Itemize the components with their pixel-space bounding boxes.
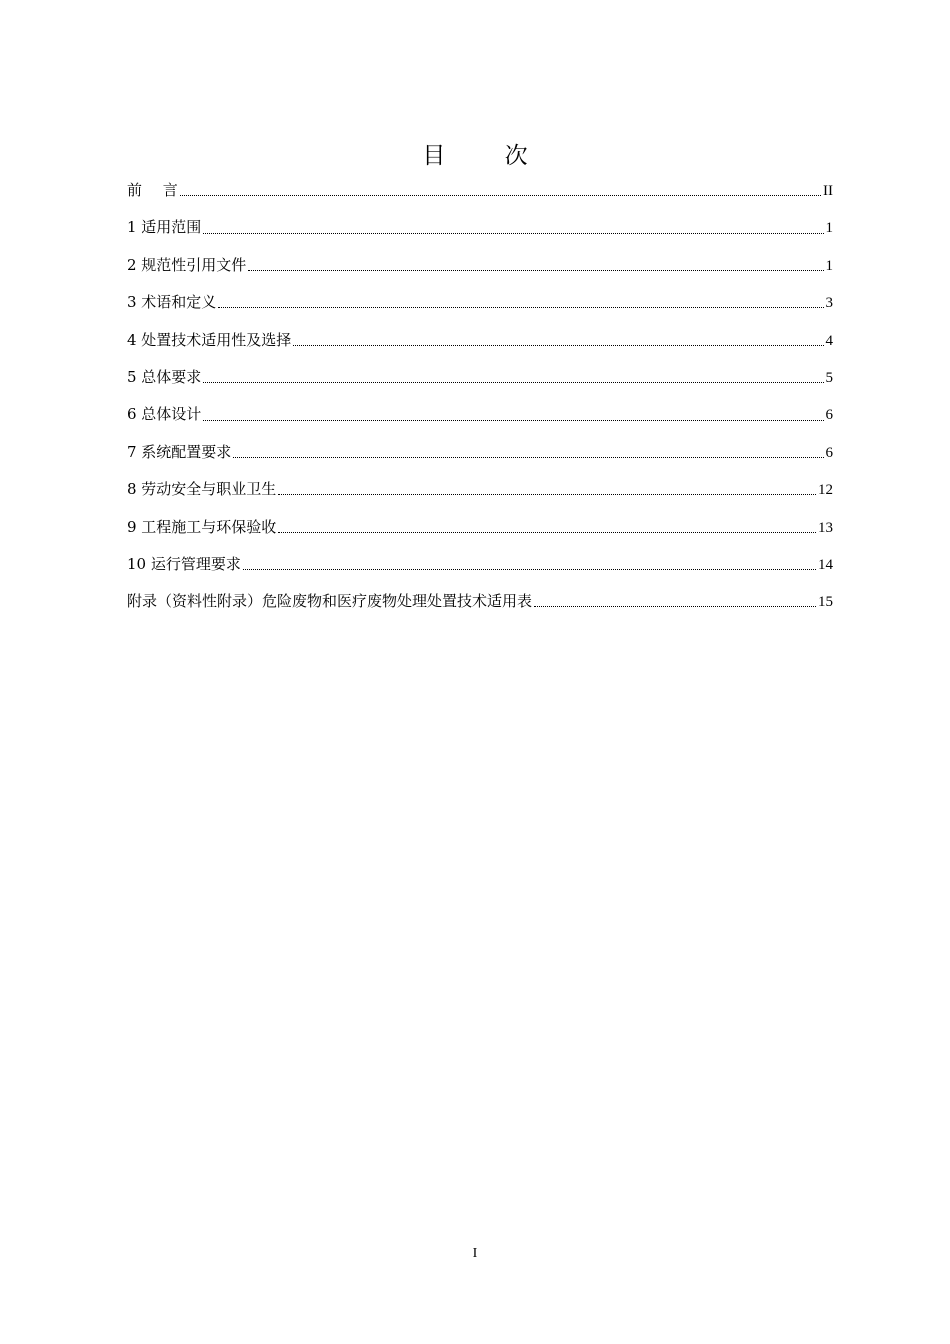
toc-dot-leader	[293, 345, 823, 346]
toc-entry-9[interactable]	[127, 509, 833, 546]
toc-entry-page: 5	[825, 369, 833, 386]
toc-entry-2[interactable]	[127, 247, 833, 284]
page-title: 目 次	[422, 143, 554, 169]
toc-entry-label: 前 言	[127, 181, 178, 199]
toc-entry-label: 3 术语和定义	[127, 293, 217, 312]
toc-dot-leader	[233, 457, 823, 458]
toc-dot-leader	[248, 270, 823, 271]
toc-entry-page: 15	[818, 594, 833, 611]
toc-entry-page: 4	[825, 332, 833, 349]
toc-entry-page: II	[823, 183, 833, 199]
toc-entry-3[interactable]	[127, 284, 833, 321]
toc-entry-page: 14	[818, 556, 833, 573]
toc-entry-label: 附录（资料性附录）危险废物和医疗废物处理处置技术适用表	[127, 592, 533, 611]
toc-entry-page: 6	[825, 407, 833, 424]
toc-entry-4[interactable]	[127, 322, 833, 359]
toc-entry-1[interactable]	[127, 209, 833, 246]
toc-dot-leader	[218, 307, 823, 308]
toc-dot-leader	[278, 532, 816, 533]
toc-entry-7[interactable]	[127, 434, 833, 471]
toc-entry-page: 3	[825, 295, 833, 312]
toc-entry-label: 9 工程施工与环保验收	[127, 517, 277, 536]
toc-dot-leader	[203, 233, 823, 234]
toc-entry-6[interactable]	[127, 396, 833, 433]
toc-dot-leader	[278, 494, 816, 495]
toc-entry-label: 4 处置技术适用性及选择	[127, 330, 292, 349]
toc-entry-8[interactable]	[127, 471, 833, 508]
toc-dot-leader	[203, 420, 823, 421]
toc-entry-page: 13	[818, 519, 833, 536]
toc-entry-page: 12	[818, 482, 833, 499]
toc-entry-page: 1	[825, 220, 833, 237]
toc-entry-label: 2 规范性引用文件	[127, 255, 247, 274]
toc-dot-leader	[203, 382, 823, 383]
toc-entry-10[interactable]	[127, 546, 833, 583]
toc-entry-appendix[interactable]	[127, 583, 833, 620]
toc-entry-label: 7 系统配置要求	[127, 442, 232, 461]
toc-entry-label: 5 总体要求	[127, 367, 202, 386]
toc-entry-page: 6	[825, 444, 833, 461]
page-number: I	[472, 1246, 478, 1261]
table-of-contents	[127, 172, 833, 621]
toc-entry-label: 10 运行管理要求	[127, 554, 241, 573]
toc-entry-label: 8 劳动安全与职业卫生	[127, 480, 277, 499]
toc-dot-leader	[243, 569, 816, 570]
toc-entry-5[interactable]	[127, 359, 833, 396]
toc-entry-label: 1 适用范围	[127, 218, 202, 237]
toc-dot-leader	[534, 606, 816, 607]
toc-entry-foreword[interactable]	[127, 172, 833, 209]
toc-dot-leader	[180, 195, 821, 196]
toc-entry-page: 1	[825, 257, 833, 274]
toc-entry-label: 6 总体设计	[127, 405, 202, 424]
